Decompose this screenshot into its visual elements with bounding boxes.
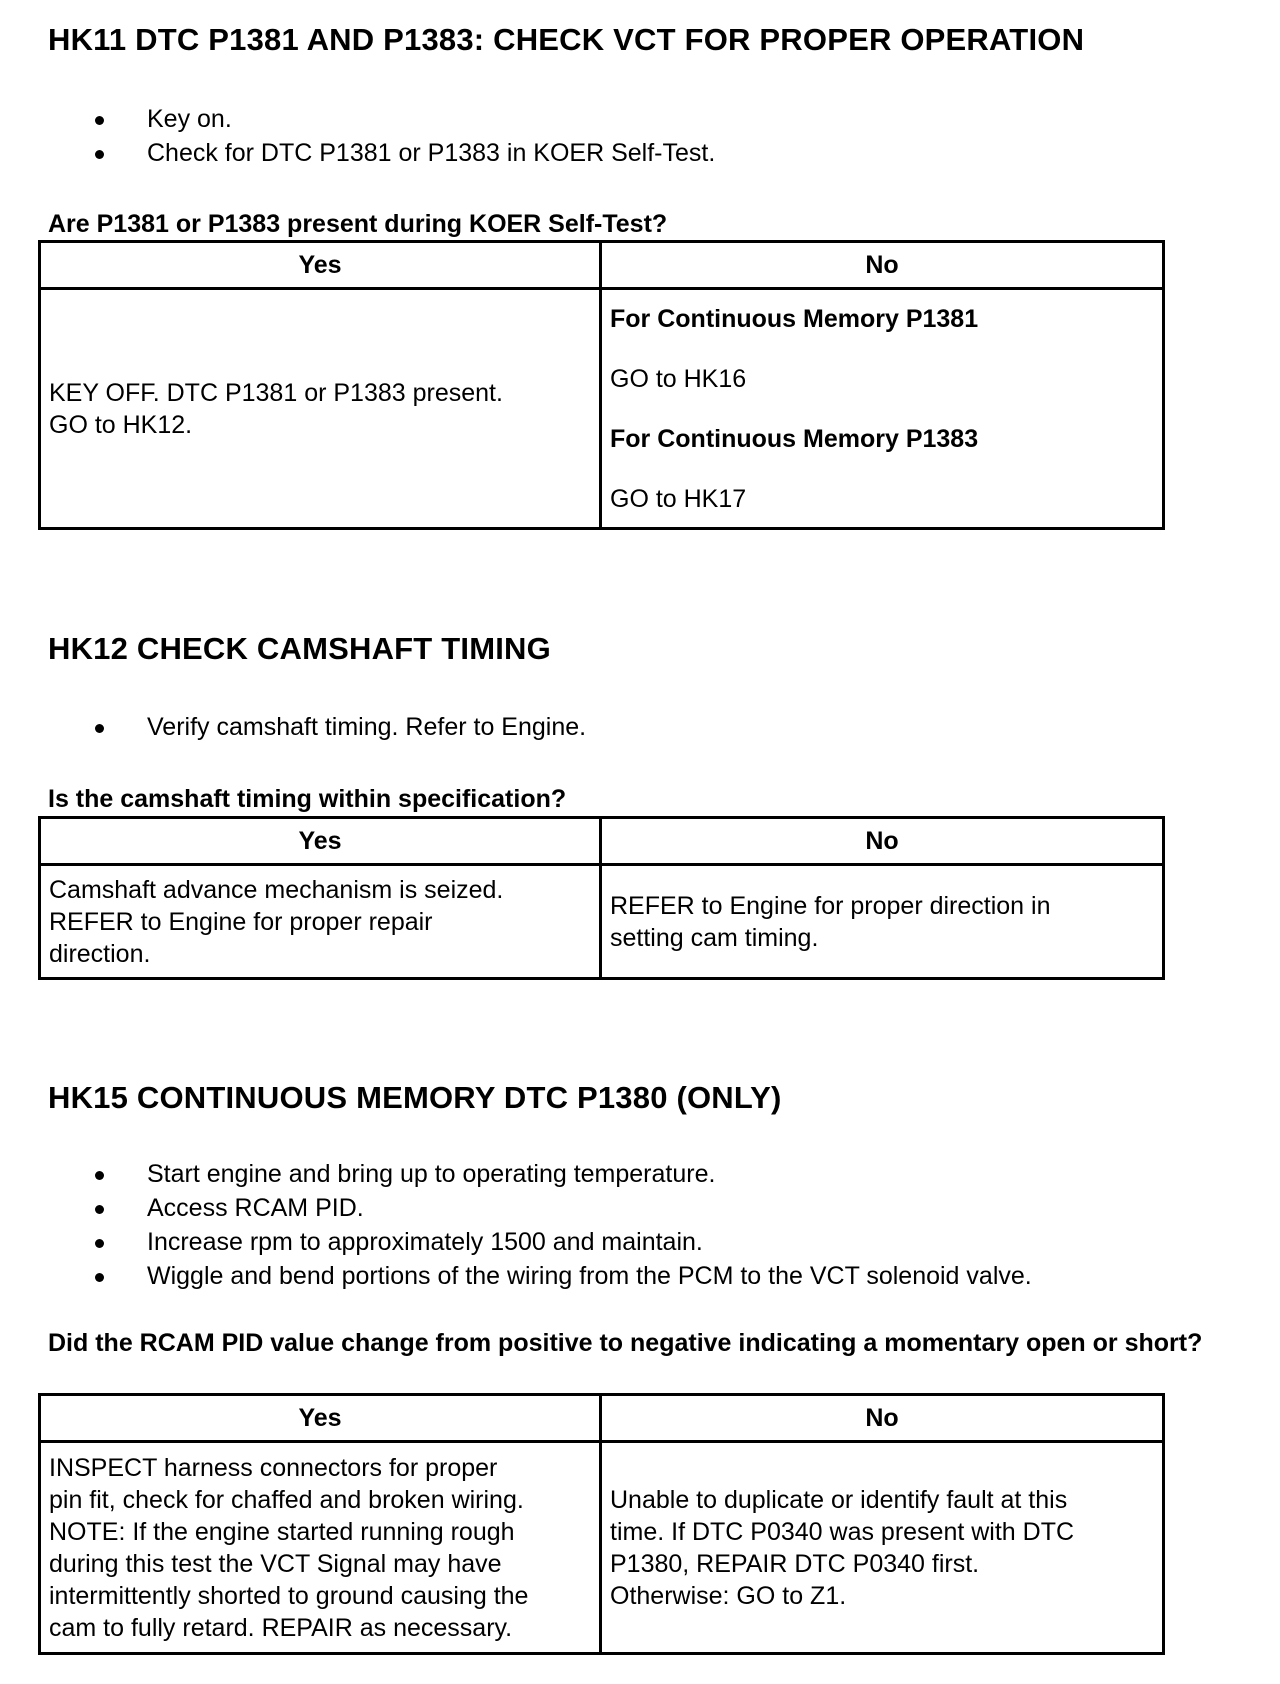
cell-line: GO to HK17 [610,484,747,513]
cell-line: direction. [49,939,151,968]
step-list [38,1157,1032,1293]
yes-header: Yes [40,1395,601,1442]
yes-header: Yes [40,242,601,289]
cell-line: REFER to Engine for proper repair [49,907,433,936]
answer-table [38,816,1165,980]
list-item: Check for DTC P1381 or P1383 in KOER Self-Test. [38,136,715,170]
cell-line: intermittently shorted to ground causing the [49,1581,529,1610]
cell-line: GO to HK16 [610,364,747,393]
section-title: HK11 DTC P1381 AND P1383: CHECK VCT FOR PROPER OPERATION [48,22,1085,57]
yes-cell [40,1442,601,1654]
bullet-icon [95,1205,104,1214]
list-item: Start engine and bring up to operating temperature. [38,1157,1032,1191]
cell-line: during this test the VCT Signal may have [49,1549,502,1578]
list-item: Verify camshaft timing. Refer to Engine. [38,710,586,744]
bullet-icon [95,1239,104,1248]
cell-line: INSPECT harness connectors for proper [49,1453,498,1482]
cell-line: Unable to duplicate or identify fault at this [610,1485,1068,1514]
list-item: Key on. [38,102,715,136]
answer-table [38,1393,1165,1655]
step-list [38,102,715,170]
step-list [38,710,586,744]
cell-subheading: For Continuous Memory P1383 [610,424,979,453]
cell-line: Camshaft advance mechanism is seized. [49,875,504,904]
cell-line: P1380, REPAIR DTC P0340 first. [610,1549,980,1578]
bullet-icon [95,150,104,159]
yes-cell [40,865,601,979]
cell-line: cam to fully retard. REPAIR as necessary. [49,1613,513,1642]
list-item: Wiggle and bend portions of the wiring from the PCM to the VCT solenoid valve. [38,1259,1032,1293]
no-header: No [601,818,1164,865]
bullet-icon [95,1273,104,1282]
no-cell [601,1442,1164,1654]
question: Did the RCAM PID value change from positive to negative indicating a momentary open or short? [48,1329,1203,1357]
yes-header: Yes [40,818,601,865]
cell-line: setting cam timing. [610,923,819,952]
cell-line: NOTE: If the engine started running rough [49,1517,515,1546]
question: Are P1381 or P1383 present during KOER Self-Test? [48,210,668,238]
cell-line: time. If DTC P0340 was present with DTC [610,1517,1075,1546]
cell-line: KEY OFF. DTC P1381 or P1383 present. [49,378,503,407]
bullet-icon [95,724,104,733]
no-header: No [601,1395,1164,1442]
no-header: No [601,242,1164,289]
cell-subheading: For Continuous Memory P1381 [610,304,979,333]
bullet-icon [95,1171,104,1180]
cell-line: Otherwise: GO to Z1. [610,1581,847,1610]
list-item: Access RCAM PID. [38,1191,1032,1225]
answer-table [38,240,1165,530]
no-cell [601,289,1164,529]
no-cell [601,865,1164,979]
question: Is the camshaft timing within specification? [48,785,567,813]
list-item: Increase rpm to approximately 1500 and maintain. [38,1225,1032,1259]
yes-cell [40,289,601,529]
section-title: HK12 CHECK CAMSHAFT TIMING [48,631,551,666]
cell-line: pin fit, check for chaffed and broken wiring. [49,1485,524,1514]
cell-line: GO to HK12. [49,410,193,439]
section-title: HK15 CONTINUOUS MEMORY DTC P1380 (ONLY) [48,1080,782,1115]
bullet-icon [95,116,104,125]
cell-line: REFER to Engine for proper direction in [610,891,1051,920]
